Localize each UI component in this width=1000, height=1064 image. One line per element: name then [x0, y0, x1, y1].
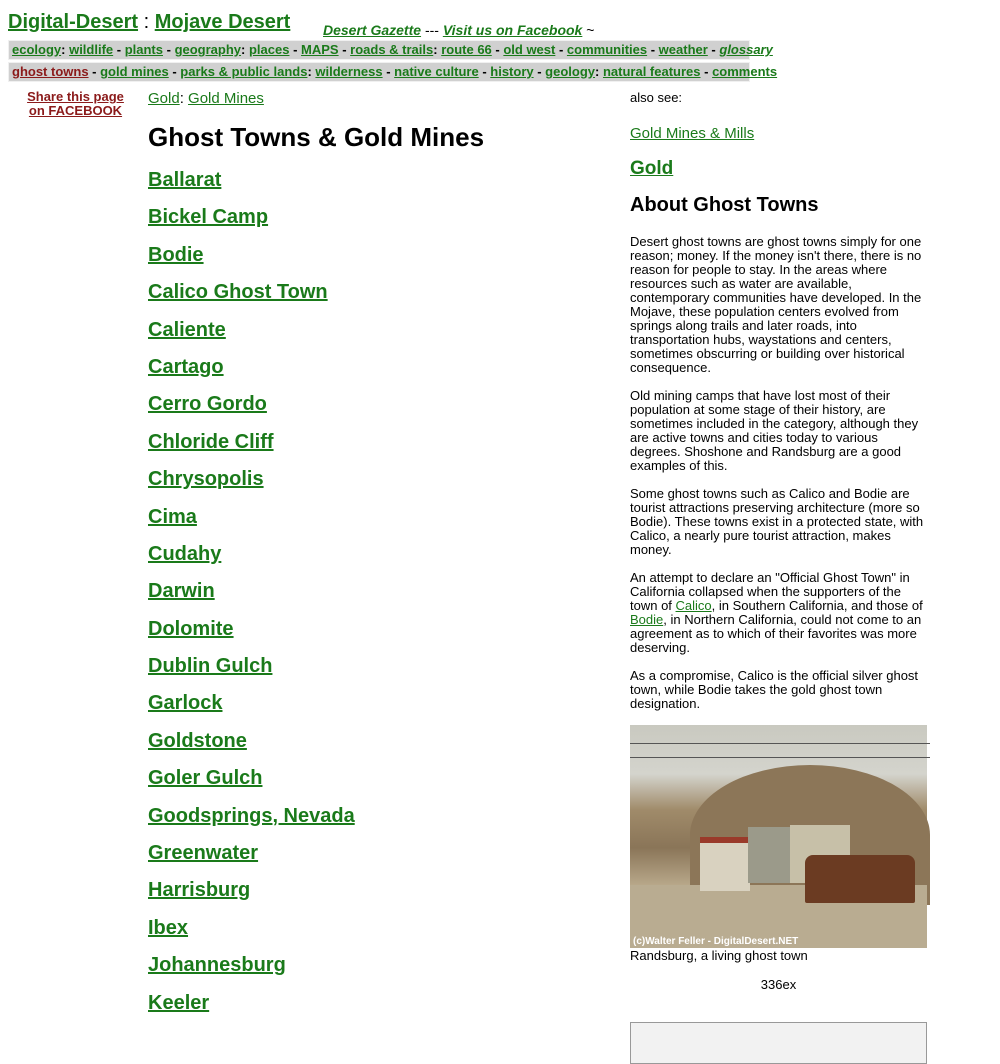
nav-separator: - — [168, 64, 181, 79]
town-link-harrisburg[interactable]: Harrisburg — [148, 879, 251, 902]
about-paragraph-4 — [630, 571, 927, 655]
nav-link-places[interactable]: places — [248, 42, 290, 57]
gazette-link[interactable]: Desert Gazette — [323, 22, 422, 38]
nav-separator: - — [700, 64, 713, 79]
bodie-link[interactable]: Bodie — [630, 612, 664, 627]
p4-text-b: , in Southern California, and those of — [711, 598, 923, 613]
town-list-item — [148, 804, 355, 841]
town-list-item — [148, 617, 355, 654]
gazette-dashes: --- — [424, 22, 439, 38]
photo-building — [700, 837, 750, 891]
town-list-item — [148, 841, 355, 878]
town-list-item — [148, 392, 355, 429]
share-facebook-link[interactable] — [27, 89, 124, 118]
share-facebook — [8, 90, 143, 118]
about-paragraph-1: Desert ghost towns are ghost towns simply for one reason; money. If the money isn't there, there is no reason for people to stay. In the areas where resources such as water are available, contemporary communities have developed. In the Mojave, these population centers evolved from springs along trails and later roads, into transportation hubs, waystations and centers, sometimes obscurring or building over historical consequence. — [630, 234, 922, 375]
nav-separator: - — [533, 64, 546, 79]
photo-caption: Randsburg, a living ghost town — [630, 948, 808, 963]
town-link-cima[interactable]: Cima — [148, 505, 197, 528]
town-link-garlock[interactable]: Garlock — [148, 692, 223, 715]
share-line-1: Share this page — [27, 89, 124, 104]
nav-separator: : — [241, 42, 249, 57]
gold-mines-mills-link[interactable]: Gold Mines & Mills — [630, 125, 755, 142]
town-link-bodie[interactable]: Bodie — [148, 243, 204, 266]
nav-bar-primary — [8, 40, 773, 60]
nav-separator: : — [595, 64, 603, 79]
about-paragraph-5: As a compromise, Calico is the official silver ghost town, while Bodie takes the gold ghost town designation. — [630, 668, 919, 711]
town-link-calico-ghost-town[interactable]: Calico Ghost Town — [148, 281, 328, 304]
nav-link-maps[interactable]: MAPS — [301, 42, 339, 57]
town-list-item — [148, 579, 355, 616]
town-link-chloride-cliff[interactable]: Chloride Cliff — [148, 430, 274, 453]
town-link-cudahy[interactable]: Cudahy — [148, 542, 222, 565]
photo-wire — [630, 743, 930, 744]
nav-separator: - — [382, 64, 395, 79]
photo-watermark: (c)Walter Feller - DigitalDesert.NET — [633, 936, 799, 947]
about-paragraph-3: Some ghost towns such as Calico and Bodie are tourist attractions preserving architecture (more so Bodie). These towns exist in a protected state, with Calico, a nearly pure tourist attraction, makes money. — [630, 486, 924, 557]
town-list-item — [148, 916, 355, 953]
town-link-bickel-camp[interactable]: Bickel Camp — [148, 206, 269, 229]
nav-link-native-culture[interactable]: native culture — [394, 64, 479, 79]
breadcrumb — [148, 90, 264, 107]
about-paragraph-2: Old mining camps that have lost most of their population at some stage of their history, are sometimes included in the category, although they are active towns and cities today to various degrees. Shoshone and Randsburg are a good examples of this. — [630, 388, 919, 473]
town-link-keeler[interactable]: Keeler — [148, 991, 210, 1014]
sidebar — [630, 90, 927, 1064]
nav-separator: - — [113, 42, 125, 57]
nav-link-comments[interactable]: comments — [712, 64, 778, 79]
nav-link-route-66[interactable]: route 66 — [441, 42, 492, 57]
nav-separator: : — [433, 42, 442, 57]
town-list-item — [148, 467, 355, 504]
breadcrumb-separator: : — [179, 90, 184, 107]
photo-building — [748, 827, 790, 883]
nav-separator: - — [289, 42, 302, 57]
nav-link-ghost-towns[interactable]: ghost towns — [12, 64, 89, 79]
town-link-goldstone[interactable]: Goldstone — [148, 729, 247, 752]
town-list-item — [148, 243, 355, 280]
nav-link-history[interactable]: history — [490, 64, 534, 79]
town-list-item — [148, 991, 355, 1028]
town-link-ibex[interactable]: Ibex — [148, 916, 189, 939]
gazette-tilde: ~ — [586, 22, 595, 38]
nav-link-communities[interactable]: communities — [566, 42, 648, 57]
p4-text-c: , in Northern California, could not come to an agreement as to which of their favorites was more deserving. — [630, 612, 922, 655]
site-name-link[interactable]: Digital-Desert — [8, 11, 139, 33]
nav-link-weather[interactable]: weather — [658, 42, 708, 57]
town-list-item — [148, 878, 355, 915]
nav-separator: - — [338, 42, 351, 57]
town-link-caliente[interactable]: Caliente — [148, 318, 226, 341]
town-list-item — [148, 430, 355, 467]
nav-link-glossary[interactable]: glossary — [719, 42, 773, 57]
town-link-johannesburg[interactable]: Johannesburg — [148, 954, 286, 977]
nav-separator: : — [307, 64, 316, 79]
nav-link-ecology[interactable]: ecology — [12, 42, 62, 57]
ad-label: 336ex — [760, 977, 797, 992]
region-link[interactable]: Mojave Desert — [154, 11, 291, 33]
town-list-item — [148, 280, 355, 317]
nav-link-wilderness[interactable]: wilderness — [315, 64, 383, 79]
p4-text-a: An attempt to declare an "Official Ghost Town" in California collapsed when the supporters of the town of — [630, 570, 910, 613]
share-line-2: on FACEBOOK — [28, 103, 123, 118]
town-list-item — [148, 654, 355, 691]
nav-link-geology[interactable]: geology — [545, 64, 596, 79]
town-link-chrysopolis[interactable]: Chrysopolis — [148, 468, 264, 491]
also-see-label: also see: — [630, 90, 683, 105]
calico-link[interactable]: Calico — [675, 598, 712, 613]
title-separator: : — [143, 11, 150, 33]
nav-separator: - — [707, 42, 720, 57]
town-list-item — [148, 318, 355, 355]
gold-link[interactable]: Gold — [630, 158, 674, 179]
town-link-dublin-gulch[interactable]: Dublin Gulch — [148, 655, 273, 678]
nav-link-geography[interactable]: geography — [174, 42, 242, 57]
nav-separator: - — [647, 42, 659, 57]
photo-old-truck — [805, 855, 915, 903]
nav-separator: - — [163, 42, 175, 57]
nav-link-roads-trails[interactable]: roads & trails — [350, 42, 434, 57]
town-list-item — [148, 205, 355, 242]
town-link-goodsprings-nevada[interactable]: Goodsprings, Nevada — [148, 804, 355, 827]
town-list-item — [148, 729, 355, 766]
about-heading: About Ghost Towns — [630, 194, 819, 216]
nav-separator: - — [478, 64, 491, 79]
nav-separator: - — [88, 64, 101, 79]
nav-link-plants[interactable]: plants — [124, 42, 163, 57]
facebook-link[interactable]: Visit us on Facebook — [442, 22, 583, 38]
town-list-item — [148, 168, 355, 205]
nav-link-old-west[interactable]: old west — [503, 42, 556, 57]
nav-separator: - — [491, 42, 504, 57]
nav-link-natural-features[interactable]: natural features — [602, 64, 701, 79]
town-link-darwin[interactable]: Darwin — [148, 580, 215, 603]
ad-box — [630, 1022, 927, 1064]
nav-separator: - — [555, 42, 567, 57]
town-list-item — [148, 766, 355, 803]
town-list-item — [148, 542, 355, 579]
town-link-greenwater[interactable]: Greenwater — [148, 842, 259, 865]
town-link-goler-gulch[interactable]: Goler Gulch — [148, 767, 263, 790]
gazette-line — [323, 22, 594, 38]
nav-link-parks-public-lands[interactable]: parks & public lands — [180, 64, 308, 79]
town-list — [148, 168, 355, 1028]
town-link-cartago[interactable]: Cartago — [148, 355, 224, 378]
randsburg-photo — [630, 725, 927, 948]
nav-link-wildlife[interactable]: wildlife — [69, 42, 114, 57]
town-list-item — [148, 505, 355, 542]
site-title — [8, 11, 290, 34]
page-title: Ghost Towns & Gold Mines — [148, 122, 485, 152]
town-list-item — [148, 953, 355, 990]
town-link-dolomite[interactable]: Dolomite — [148, 617, 234, 640]
town-link-ballarat[interactable]: Ballarat — [148, 169, 222, 191]
town-link-cerro-gordo[interactable]: Cerro Gordo — [148, 393, 267, 416]
breadcrumb-gold[interactable]: Gold — [148, 90, 180, 107]
nav-link-gold-mines[interactable]: gold mines — [100, 64, 169, 79]
photo-wire — [630, 757, 930, 758]
nav-bar-secondary — [8, 62, 778, 82]
town-list-item — [148, 691, 355, 728]
town-list-item — [148, 355, 355, 392]
site-header — [8, 8, 998, 38]
breadcrumb-gold-mines[interactable]: Gold Mines — [188, 90, 264, 107]
nav-separator: : — [61, 42, 70, 57]
